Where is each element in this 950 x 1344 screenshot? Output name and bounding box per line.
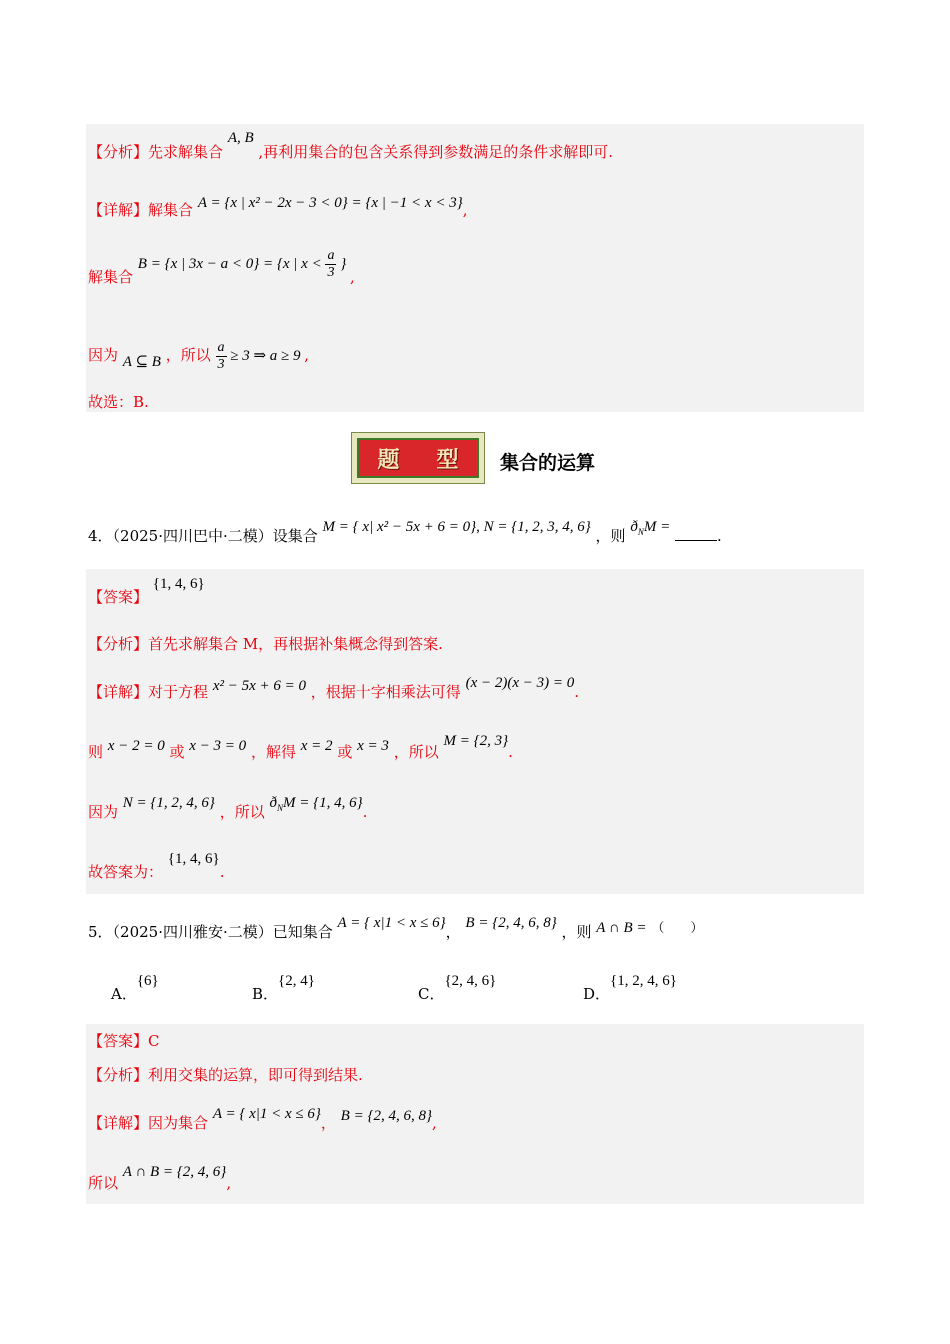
section-title: 集合的运算	[500, 452, 596, 474]
solve-line: 则 x − 2 = 0 或 x − 3 = 0 ，解得 x = 2 或 x = 3 ，所以 M = {2, 3}.	[88, 733, 513, 761]
math: x = 3	[357, 738, 389, 754]
intersection-math: A ∩ B = {2, 4, 6}	[122, 1164, 227, 1180]
set-b-line: 解集合 B = {x | 3x − a < 0} = {x | x < $\frac{a}{3}$ } ,	[88, 248, 355, 286]
fraction: $\frac{a}{3}$	[217, 340, 225, 372]
banner-label: 题 型	[357, 438, 479, 478]
set-b-math: B = {2, 4, 6, 8}	[340, 1108, 432, 1124]
analysis-line: 【分析】利用交集的运算，即可得到结果.	[88, 1066, 363, 1084]
detail-line: 【详解】解集合 A = {x | x² − 2x − 3 < 0} = {x | −1 < x < 3},	[88, 195, 468, 219]
option-d[interactable]: D．{1, 2, 4, 6}	[583, 973, 677, 1003]
math: x − 2 = 0	[107, 738, 165, 754]
complement-math: $ð_NM = \{1$, 4, 6}	[269, 795, 363, 813]
detail-line: 【详解】因为集合 A = { x|1 < x ≤ 6}， B = {2, 4, 6, 8},	[88, 1106, 437, 1132]
option-b[interactable]: B．{2, 4}	[252, 973, 315, 1003]
intersection-math: A ∩ B =	[596, 920, 647, 936]
topic-banner	[351, 432, 485, 484]
because-line: 因为 A ⊆ B ，所以 $\frac{a}{3}$ ≥ 3 ⇒ a ≥ 9 ,	[88, 340, 310, 372]
because-line: 因为 N = {1, 2, 4, 6} ，所以 $ð_NM = \{1$, 4, 6}.	[88, 795, 368, 821]
question-5: 5．（2025·四川雅安·二模）已知集合 A = { x|1 < x ≤ 6}， B = {2, 4, 6, 8} ，则 A ∩ B = （ ）	[88, 915, 704, 941]
complement-math: $ð_NM$ =	[630, 519, 671, 537]
conclusion-line: 故选：B.	[88, 393, 149, 411]
equation-math: x² − 5x + 6 = 0	[212, 678, 306, 694]
option-a[interactable]: A．{6}	[111, 973, 159, 1003]
detail-line: 【详解】对于方程 x² − 5x + 6 = 0 ，根据十字相乘法可得 (x − 2)(x − 3) = 0.	[88, 675, 580, 701]
answer-math: {1, 4, 6}	[152, 576, 205, 592]
option-c[interactable]: C．{2, 4, 6}	[418, 973, 497, 1003]
set-a-math: A = { x|1 < x ≤ 6}	[337, 915, 446, 931]
factored-math: (x − 2)(x − 3) = 0	[465, 675, 575, 691]
math: M = {2, 3}	[443, 733, 509, 749]
fraction: $\frac{a}{3}$	[327, 248, 335, 280]
math: N = {1, 2, 4, 6}	[122, 795, 215, 811]
so-line: 所以 A ∩ B = {2, 4, 6},	[88, 1164, 232, 1192]
set-n-math: , N = {1, 2, 3, 4, 6}	[476, 519, 591, 535]
set-b-math: B = {2, 4, 6, 8}	[465, 915, 557, 931]
subset-math: A ⊆ B	[122, 353, 161, 370]
analysis-line: 【分析】先求解集合 A, B ,再利用集合的包含关系得到参数满足的条件求解即可.	[88, 130, 613, 161]
set-a-math: A = { x|1 < x ≤ 6}	[212, 1106, 321, 1122]
answer-line: 【答案】 {1, 4, 6}	[88, 576, 205, 606]
math: x − 3 = 0	[189, 738, 247, 754]
final-answer-line: 故答案为： {1, 4, 6}.	[88, 851, 225, 881]
answer-line: 【答案】C	[88, 1032, 160, 1050]
set-b-math: B = {x | 3x − a < 0} = {x | x < $\frac{a}{3}$ }	[137, 248, 347, 280]
question-4: 4．（2025·四川巴中·二模）设集合 M = { x| x² − 5x + 6 = 0}, N = {1, 2, 3, 4, 6} ，则 $ð_NM$ = .	[88, 519, 722, 545]
analysis-line: 【分析】首先求解集合 M，再根据补集概念得到答案.	[88, 635, 443, 653]
inequality-math: $\frac{a}{3}$ ≥ 3 ⇒ a ≥ 9	[217, 340, 301, 372]
math: x = 2	[300, 738, 333, 754]
set-m-math: M = { x| x² − 5x + 6 = 0}	[322, 519, 477, 535]
set-a-math: A = {x | x² − 2x − 3 < 0} = {x | −1 < x < 3}	[197, 195, 463, 211]
answer-blank	[675, 526, 717, 541]
analysis-block-2	[86, 569, 864, 894]
math: {1, 4, 6}	[167, 851, 220, 867]
sets-math: A, B	[227, 130, 254, 146]
